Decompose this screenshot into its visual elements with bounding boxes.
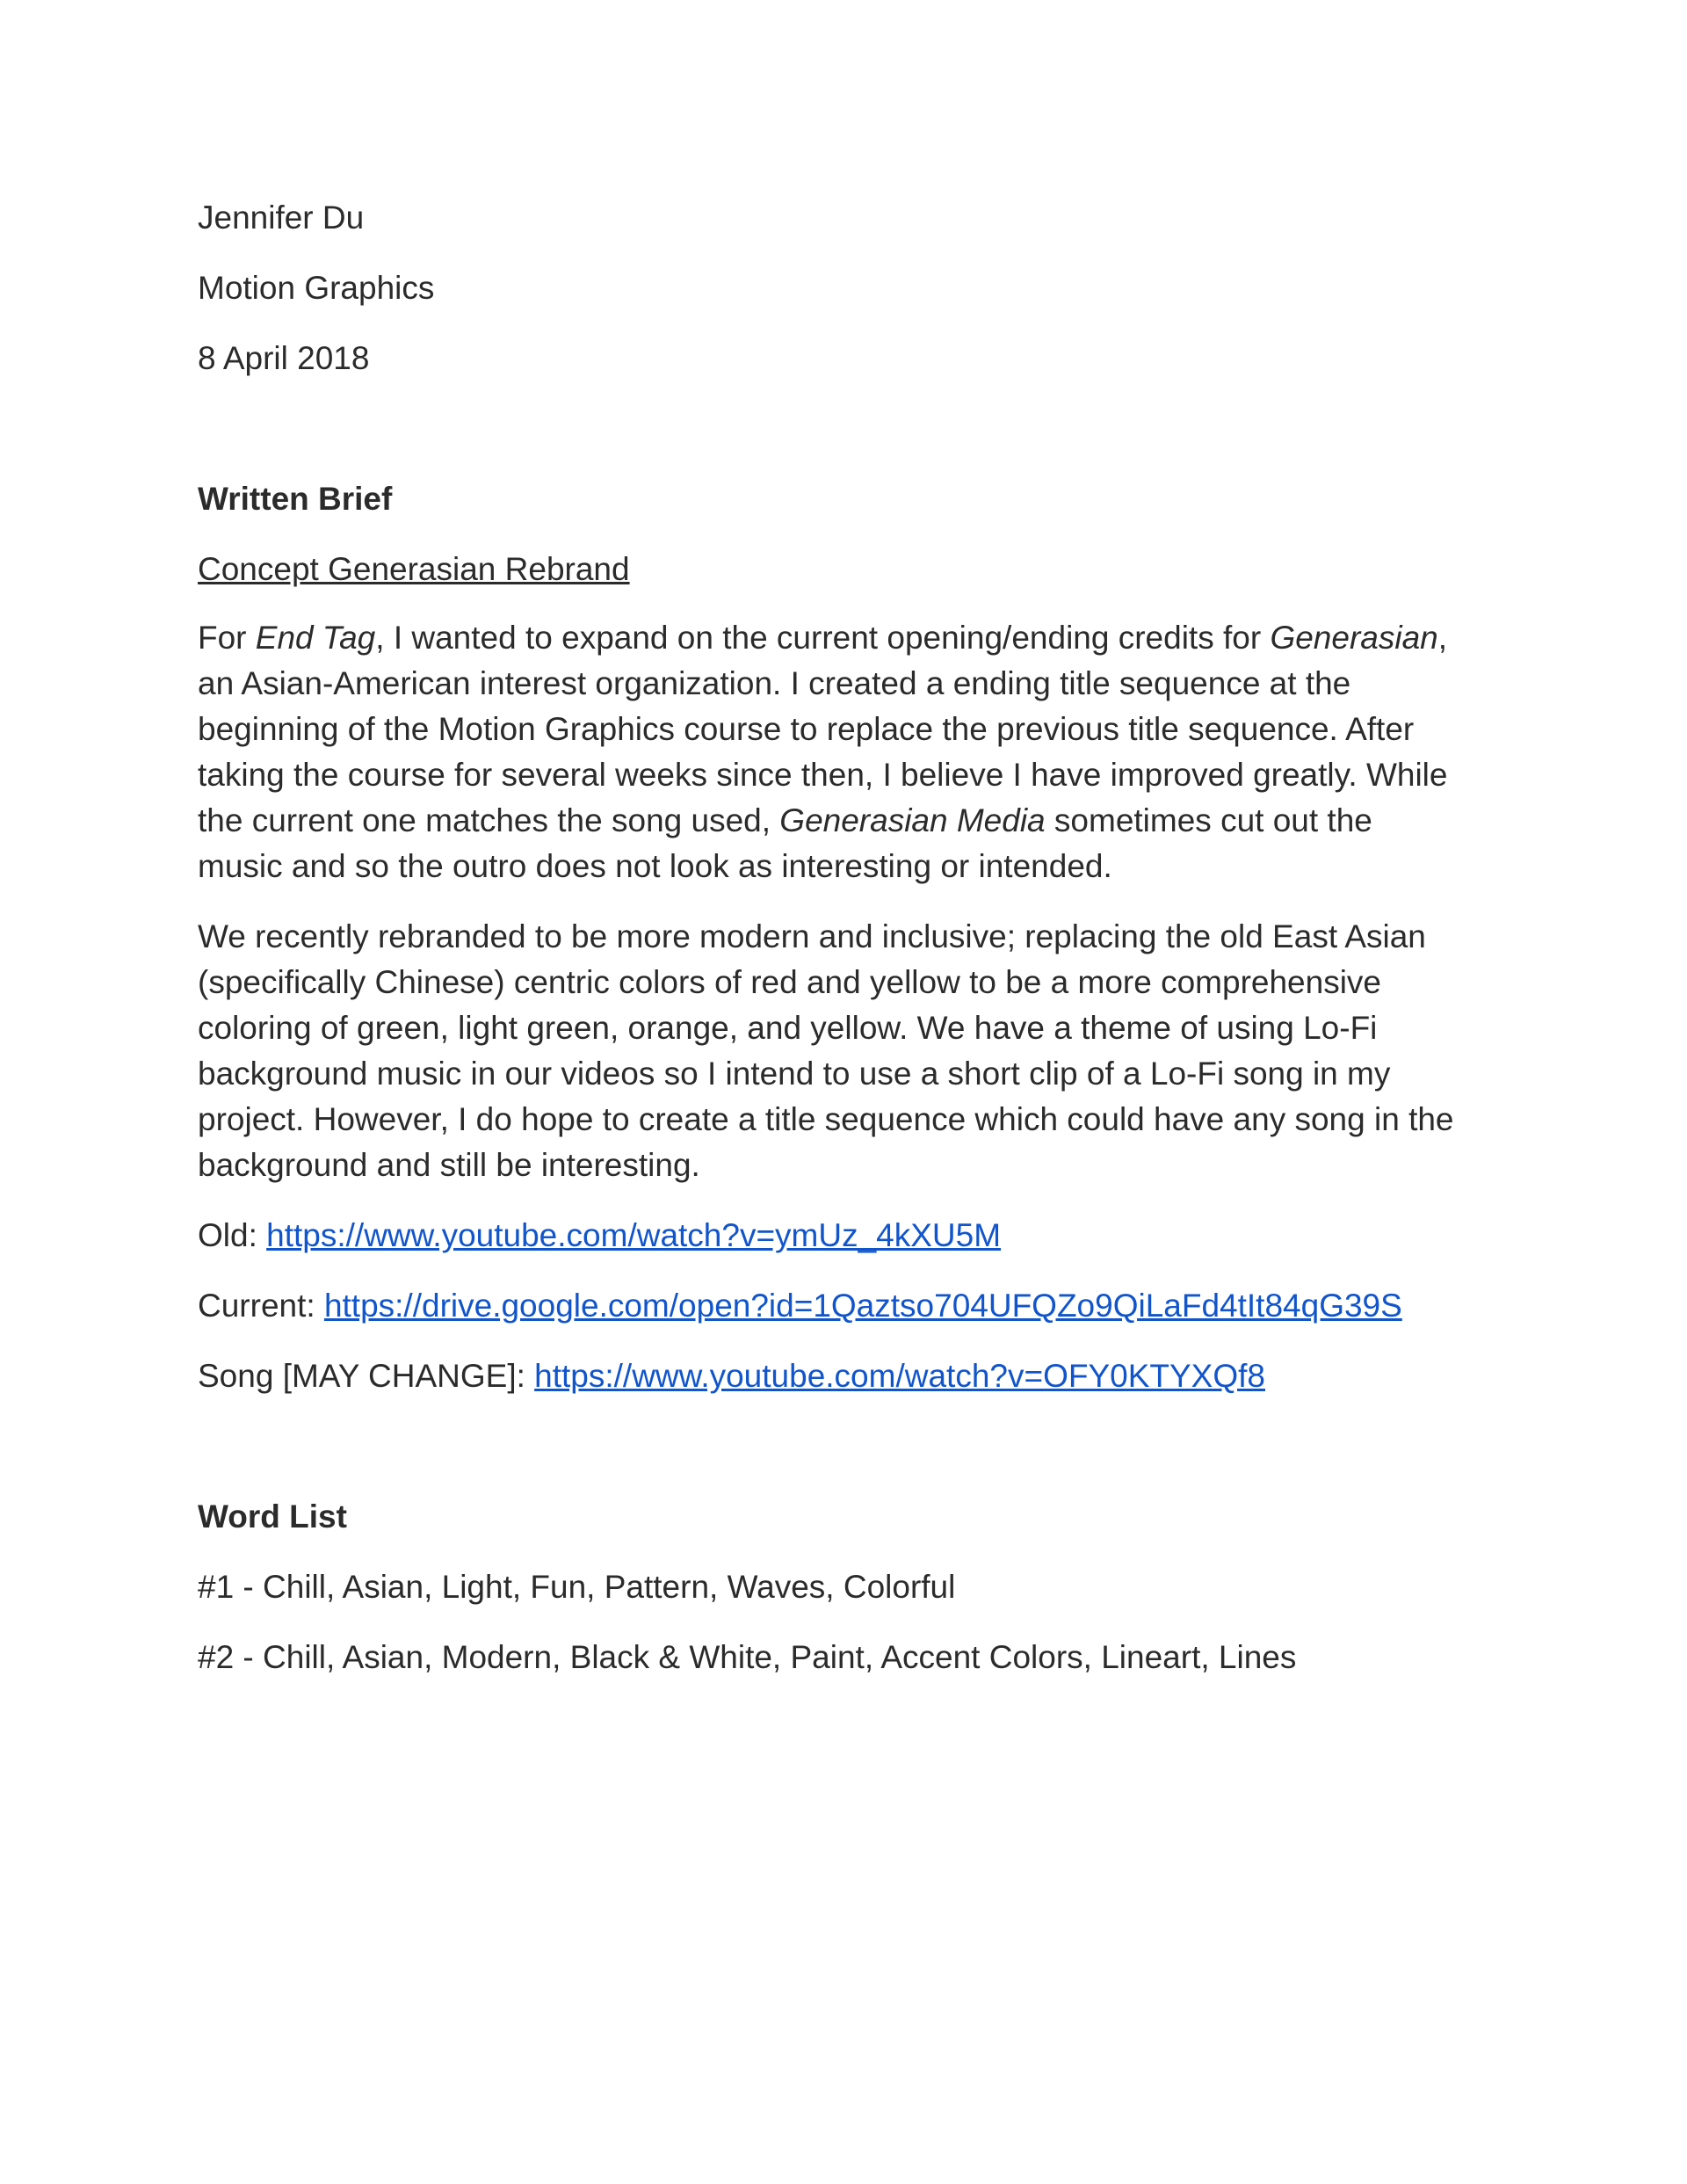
link-label: Current: (198, 1288, 324, 1324)
paragraph-line: (specifically Chinese) centric colors of red and yellow to be a more comprehensive (198, 964, 1381, 1000)
text-run: the current one matches the song used, (198, 802, 780, 838)
text-run: , I wanted to expand on the current opening/ending credits for (375, 620, 1271, 656)
word-list-item: #2 - Chill, Asian, Modern, Black & White, Paint, Accent Colors, Lineart, Lines (198, 1639, 1297, 1675)
document-date: 8 April 2018 (198, 340, 370, 376)
paragraph-line (198, 798, 1498, 844)
current-video-link-line (198, 1283, 1498, 1329)
paragraph-line: project. However, I do hope to create a title sequence which could have any song in the (198, 1101, 1454, 1137)
song-link-line (198, 1353, 1498, 1399)
paragraph-line: beginning of the Motion Graphics course to replace the previous title sequence. After (198, 711, 1415, 747)
brief-paragraph-1 (198, 615, 1498, 889)
word-list-item: #1 - Chill, Asian, Light, Fun, Pattern, Waves, Colorful (198, 1569, 956, 1605)
paragraph-line: We recently rebranded to be more modern and inclusive; replacing the old East Asian (198, 918, 1426, 954)
text-run: sometimes cut out the (1045, 802, 1372, 838)
document-body (198, 195, 1498, 1705)
author-name: Jennifer Du (198, 200, 365, 236)
section-heading-written-brief: Written Brief (198, 481, 393, 517)
paragraph-line: background music in our videos so I intend to use a short clip of a Lo-Fi song in my (198, 1056, 1391, 1092)
link-label: Song [MAY CHANGE]: (198, 1358, 535, 1394)
section-heading-word-list: Word List (198, 1498, 347, 1535)
brief-paragraph-2 (198, 914, 1498, 1188)
link-label: Old: (198, 1217, 267, 1253)
italic-text-run: Generasian (1270, 620, 1438, 656)
course-name: Motion Graphics (198, 270, 435, 306)
paragraph-line: an Asian-American interest organization. I created a ending title sequence at the (198, 665, 1351, 701)
current-video-link[interactable]: https://drive.google.com/open?id=1Qaztso704UFQZo9QiLaFd4tIt84qG39S (323, 1288, 1402, 1324)
text-run: , (1437, 620, 1448, 656)
paragraph-line (198, 615, 1498, 661)
italic-text-run: End Tag (255, 620, 376, 656)
paragraph-line: taking the course for several weeks since then, I believe I have improved greatly. While (198, 757, 1448, 793)
concept-subheading: Concept Generasian Rebrand (198, 551, 630, 587)
paragraph-line: background and still be interesting. (198, 1147, 700, 1183)
old-video-link[interactable]: https://www.youtube.com/watch?v=ymUz_4kXU5M (266, 1217, 1002, 1253)
text-run: For (198, 620, 256, 656)
song-link[interactable]: https://www.youtube.com/watch?v=OFY0KTYXQf8 (534, 1358, 1265, 1394)
old-video-link-line (198, 1213, 1498, 1259)
italic-text-run: Generasian Media (779, 802, 1046, 838)
paragraph-line: music and so the outro does not look as interesting or intended. (198, 848, 1112, 884)
paragraph-line: coloring of green, light green, orange, and yellow. We have a theme of using Lo-Fi (198, 1010, 1378, 1046)
